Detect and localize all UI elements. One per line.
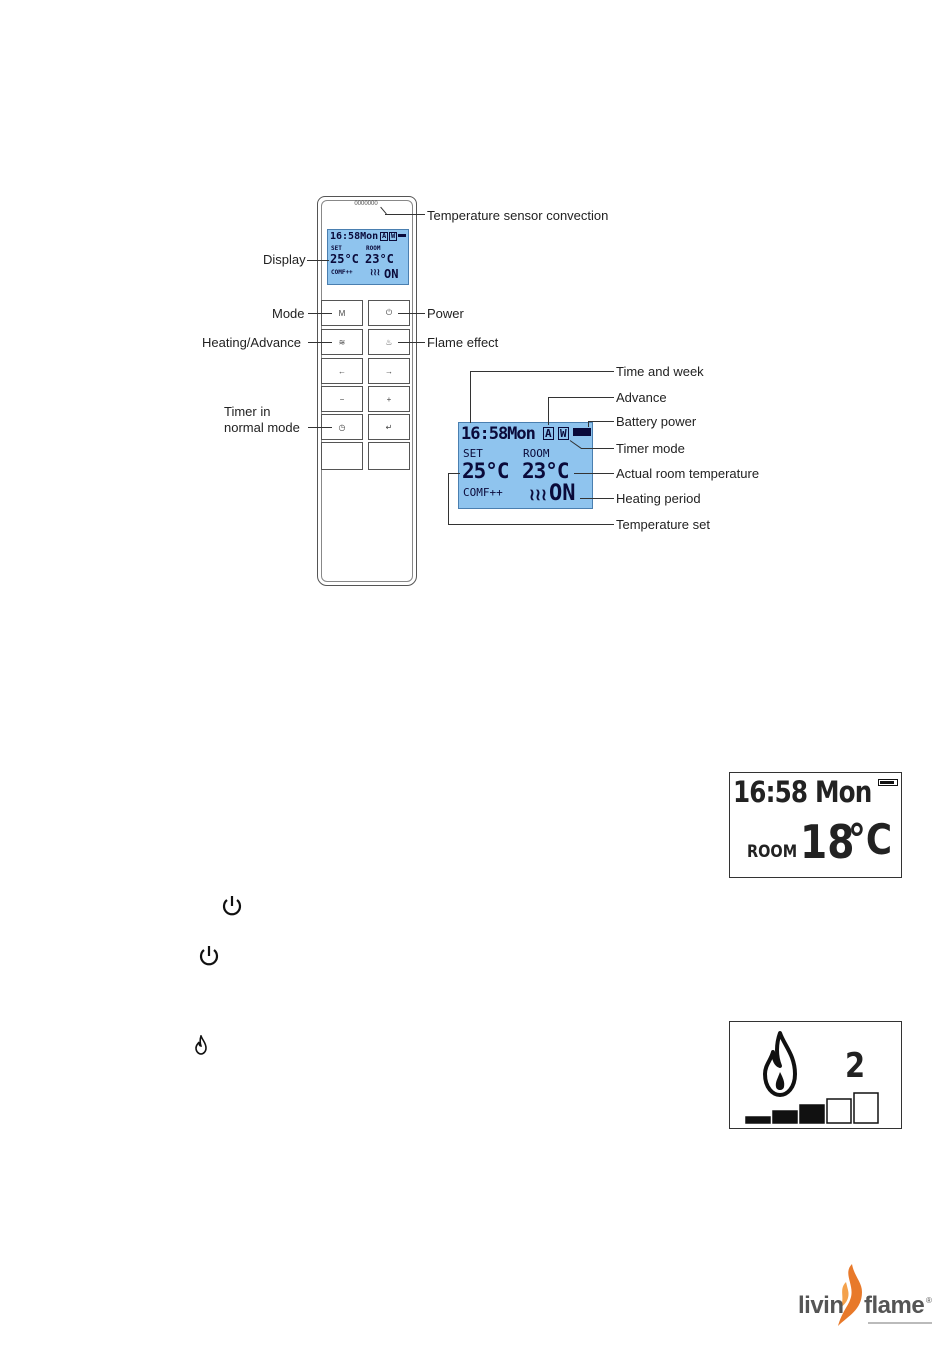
- room-display-battery-icon: [878, 779, 898, 786]
- logo-tagline-bar: [868, 1322, 932, 1324]
- livin-flame-logo: [798, 1262, 938, 1332]
- logo-text-flame: flame: [864, 1292, 925, 1319]
- right-button[interactable]: →: [368, 358, 410, 384]
- small-lcd-set-label: SET: [331, 245, 342, 252]
- small-lcd-set-temp: 25°C: [330, 252, 359, 266]
- flame-level-bar: [746, 1117, 770, 1123]
- label-timer-line1: Timer in: [224, 404, 271, 419]
- callout-temp-set: Temperature set: [616, 517, 710, 532]
- callout-advance-horizontal: [548, 397, 614, 398]
- callout-advance: Advance: [616, 390, 667, 405]
- flame-level-bar: [773, 1111, 797, 1123]
- callout-battery: Battery power: [616, 414, 697, 429]
- large-lcd-advance-icon: A: [545, 427, 552, 440]
- enter-button[interactable]: ↵: [368, 414, 410, 440]
- small-lcd-mode: COMF++: [331, 269, 353, 276]
- callout-room-temp: Actual room temperature: [616, 466, 760, 481]
- callout-timer-mode: Timer mode: [616, 441, 685, 456]
- heating-leader-line: [308, 342, 332, 343]
- blank-button-left[interactable]: [321, 442, 363, 470]
- callout-time-horizontal: [470, 371, 614, 372]
- power-leader-line: [398, 313, 425, 314]
- logo-text-livin: livin: [798, 1292, 844, 1319]
- flame-level-bars: [744, 1092, 884, 1124]
- callout-advance-vertical: [548, 397, 549, 425]
- room-temperature-display: [729, 772, 902, 878]
- room-display-unit: °C: [848, 815, 893, 864]
- callout-heating-line: [580, 498, 614, 499]
- large-lcd-set-label: SET: [463, 447, 483, 460]
- label-heating-advance: Heating/Advance: [202, 335, 302, 350]
- minus-button[interactable]: −: [321, 386, 363, 412]
- timer-leader-line: [308, 427, 332, 428]
- flame-effect-button[interactable]: ♨: [368, 329, 410, 355]
- flame-level-bar: [827, 1099, 851, 1123]
- small-lcd-heat-state: ON: [384, 267, 399, 281]
- large-lcd-time: 16:58Mon: [461, 424, 535, 444]
- callout-set-top: [448, 473, 460, 474]
- label-timer-line2: normal mode: [224, 420, 300, 435]
- large-lcd-timer-icon: W: [560, 427, 567, 440]
- power-icon: [197, 944, 221, 968]
- large-lcd-set-temp: 25°C: [462, 459, 509, 483]
- large-lcd-heat-symbol: ≀≀≀: [529, 485, 547, 504]
- small-lcd-timer-icon: W: [391, 232, 396, 240]
- logo-trademark: ®: [926, 1296, 932, 1305]
- timer-button[interactable]: ◷: [321, 414, 363, 440]
- flame-level-display: [729, 1021, 902, 1129]
- callout-heating-period: Heating period: [616, 491, 701, 506]
- callout-timer-horizontal: [581, 448, 614, 449]
- remote-display: [327, 229, 409, 285]
- blank-button-right[interactable]: [368, 442, 410, 470]
- flame-level-bar: [854, 1093, 878, 1123]
- label-temperature-sensor: Temperature sensor convection: [427, 208, 609, 223]
- flame-leader-line: [398, 342, 425, 343]
- callout-set-horizontal: [448, 524, 614, 525]
- small-lcd-battery-icon: [398, 234, 406, 237]
- callout-battery-horizontal: [588, 421, 614, 422]
- callout-room-temp-line: [574, 473, 614, 474]
- temperature-sensor: 0000000: [354, 201, 378, 207]
- heating-advance-button[interactable]: ≋: [321, 329, 363, 355]
- sensor-leader-line: [385, 214, 425, 215]
- large-lcd-battery-icon: [573, 428, 591, 436]
- flame-level-number: 2: [845, 1046, 866, 1086]
- mode-button[interactable]: M: [321, 300, 363, 326]
- callout-time-week: Time and week: [616, 364, 704, 379]
- label-flame-effect: Flame effect: [427, 335, 499, 350]
- left-button[interactable]: ←: [321, 358, 363, 384]
- display-detail: [458, 422, 593, 509]
- small-lcd-time: 16:58Mon: [330, 231, 379, 242]
- flame-icon: [760, 1030, 800, 1098]
- display-leader-line: [307, 260, 329, 261]
- large-lcd-heat-state: ON: [549, 481, 576, 506]
- power-icon: [220, 894, 244, 918]
- power-button[interactable]: ⏻: [368, 300, 410, 326]
- flame-icon: [194, 1035, 208, 1055]
- callout-set-vertical: [448, 473, 449, 525]
- large-lcd-mode: COMF++: [463, 486, 503, 499]
- room-display-time: 16:58 Mon: [733, 775, 872, 809]
- large-lcd-room-temp: 23°C: [522, 459, 569, 483]
- callout-time-vertical: [470, 371, 471, 423]
- small-lcd-room-label: ROOM: [366, 245, 381, 252]
- small-lcd-room-temp: 23°C: [365, 252, 394, 266]
- room-display-temperature: 18: [800, 815, 855, 869]
- plus-button[interactable]: +: [368, 386, 410, 412]
- mode-leader-line: [308, 313, 332, 314]
- small-lcd-heat-symbol: ≀≀≀: [370, 268, 381, 278]
- label-mode: Mode: [272, 306, 305, 321]
- room-display-room-label: ROOM: [747, 842, 798, 862]
- label-power: Power: [427, 306, 464, 321]
- large-lcd-room-label: ROOM: [523, 447, 550, 460]
- flame-level-bar: [800, 1105, 824, 1123]
- label-display: Display: [263, 252, 306, 267]
- small-lcd-advance-icon: A: [382, 232, 387, 240]
